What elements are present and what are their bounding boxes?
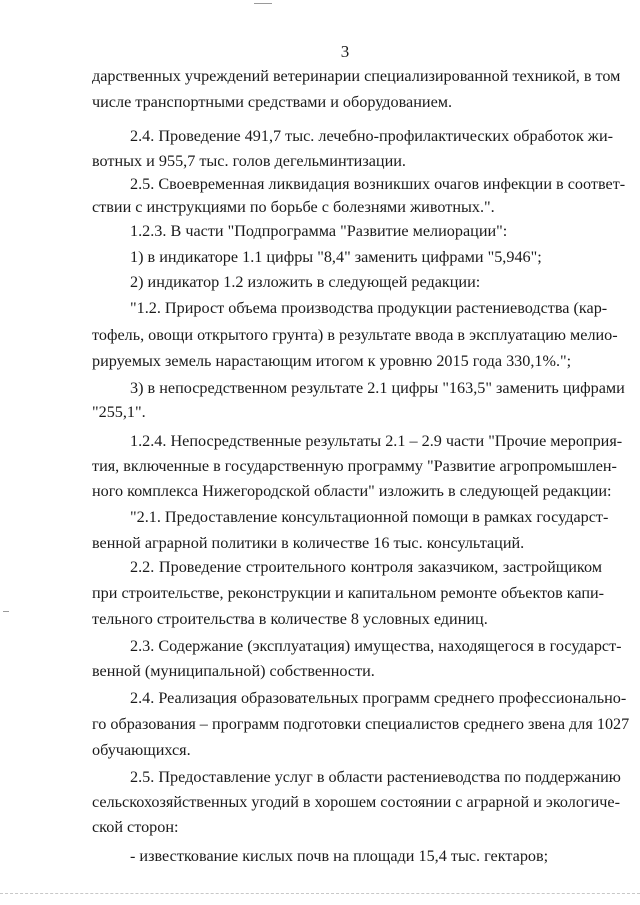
text-line: при строительстве, реконструкции и капитальном ремонте объектов капи- bbox=[92, 584, 605, 602]
text-line: ствии с инструкциями по борьбе с болезнями животных.". bbox=[92, 198, 495, 216]
text-line: - известкование кислых почв на площади 15,4 тыс. гектаров; bbox=[130, 847, 549, 865]
page-number: 3 bbox=[340, 42, 350, 61]
scan-edge-artifact bbox=[0, 893, 640, 894]
text-line: венной (муниципальной) собственности. bbox=[92, 662, 375, 680]
text-line: "255,1". bbox=[92, 403, 146, 421]
text-line: 3) в непосредственном результате 2.1 цифры "163,5" заменить цифрами bbox=[130, 379, 625, 397]
text-line: вотных и 955,7 тыс. голов дегельминтизации. bbox=[92, 152, 406, 170]
text-line: тофель, овощи открытого грунта) в результате ввода в эксплуатацию мелио- bbox=[92, 326, 618, 344]
text-line: дарственных учреждений ветеринарии специализированной техникой, в том bbox=[92, 67, 621, 85]
text-line: 2) индикатор 1.2 изложить в следующей редакции: bbox=[130, 273, 481, 291]
text-line: венной аграрной политики в количестве 16 тыс. консультаций. bbox=[92, 534, 525, 552]
text-line: го образования – программ подготовки специалистов среднего звена для 1027 bbox=[92, 715, 630, 733]
text-line: 2.2. Проведение строительного контроля заказчиком, застройщиком bbox=[130, 558, 602, 576]
text-line: 2.3. Содержание (эксплуатация) имущества, находящегося в государст- bbox=[130, 637, 622, 655]
text-line: обучающихся. bbox=[92, 741, 191, 759]
text-line: 2.5. Предоставление услуг в области растениеводства по поддержанию bbox=[130, 768, 621, 786]
text-line: тия, включенные в государственную программу "Развитие агропромышлен- bbox=[92, 457, 617, 475]
text-line: числе транспортными средствами и оборудованием. bbox=[92, 93, 453, 111]
text-line: ской сторон: bbox=[92, 818, 179, 836]
text-line: 2.4. Проведение 491,7 тыс. лечебно-профилактических обработок жи- bbox=[130, 127, 614, 145]
text-line: тельного строительства в количестве 8 условных единиц. bbox=[92, 610, 488, 628]
text-line: 1) в индикаторе 1.1 цифры "8,4" заменить цифрами "5,946"; bbox=[130, 248, 542, 266]
text-line: 1.2.3. В части "Подпрограмма "Развитие мелиорации": bbox=[130, 222, 508, 240]
text-line: "2.1. Предоставление консультационной помощи в рамках государст- bbox=[130, 508, 609, 526]
text-line: 2.4. Реализация образовательных программ среднего профессионально- bbox=[130, 689, 627, 707]
text-line: 2.5. Своевременная ликвидация возникших очагов инфекции в соответ- bbox=[130, 175, 626, 193]
text-line: "1.2. Прирост объема производства продукции растениеводства (кар- bbox=[130, 299, 608, 317]
text-line: ного комплекса Нижегородской области" изложить в следующей редакции: bbox=[92, 482, 612, 500]
text-line: рируемых земель нарастающим итогом к уровню 2015 года 330,1%."; bbox=[92, 352, 572, 370]
text-line: 1.2.4. Непосредственные результаты 2.1 – 2.9 части "Прочие мероприя- bbox=[130, 432, 623, 450]
scan-speck bbox=[254, 3, 272, 4]
text-line: сельскохозяйственных угодий в хорошем состоянии с аграрной и экологиче- bbox=[92, 793, 620, 811]
scan-speck bbox=[3, 611, 9, 612]
